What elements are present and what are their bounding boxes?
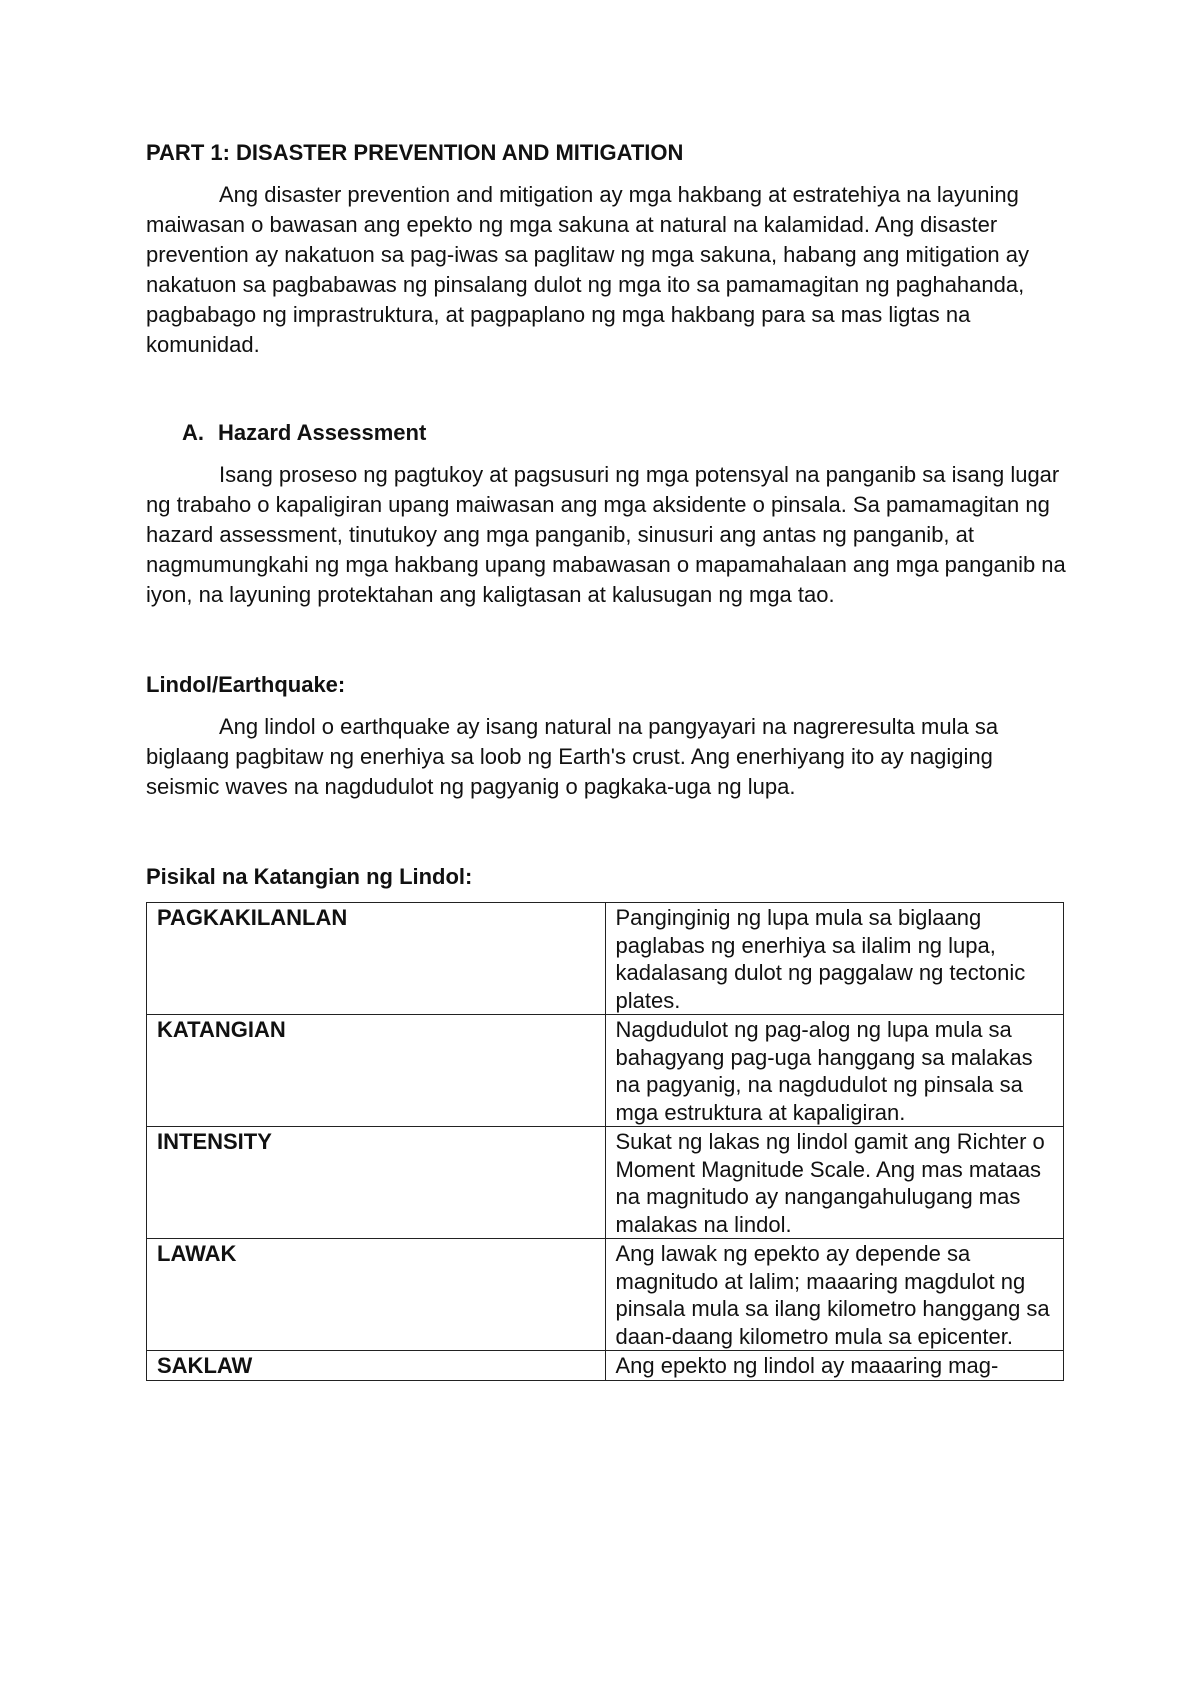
hazard-assessment-paragraph: Isang proseso ng pagtukoy at pagsusuri ng mga potensyal na panganib sa isang lugar ng trabaho o kapaligiran upang maiwasan ang mga aksidente o pinsala. Sa pamamagitan ng hazard assessment, tinutukoy ang mga panganib, sinusuri ang antas ng panganib, at nagmumungkahi ng mga hakbang upang mabawasan o mapamahalaan ang mga panganib na iyon, na layuning protektahan ang kaligtasan at kalusugan ng mga tao. bbox=[146, 462, 1066, 607]
table-cell-key: KATANGIAN bbox=[147, 1015, 606, 1127]
document-page bbox=[146, 140, 1066, 1381]
table-cell-value: Ang epekto ng lindol ay maaaring mag- bbox=[605, 1351, 1064, 1381]
section-a-title: Hazard Assessment bbox=[218, 420, 427, 445]
table-row bbox=[147, 1239, 1064, 1351]
table-cell-value: Ang lawak ng epekto ay depende sa magnitudo at lalim; maaaring magdulot ng pinsala mula sa ilang kilometro hanggang sa daan-daang kilometro mula sa epicenter. bbox=[605, 1239, 1064, 1351]
table-row bbox=[147, 1351, 1064, 1381]
table-cell-key: SAKLAW bbox=[147, 1351, 606, 1381]
lindol-heading: Lindol/Earthquake: bbox=[146, 672, 346, 697]
section-a-heading bbox=[146, 420, 1066, 446]
table-cell-key: PAGKAKILANLAN bbox=[147, 903, 606, 1015]
table-row bbox=[147, 1015, 1064, 1127]
pisikal-heading: Pisikal na Katangian ng Lindol: bbox=[146, 864, 473, 889]
traits-table bbox=[146, 902, 1064, 1381]
table-cell-value: Nagdudulot ng pag-alog ng lupa mula sa bahagyang pag-uga hanggang sa malakas na pagyanig, na nagdudulot ng pinsala sa mga estruktura at kapaligiran. bbox=[605, 1015, 1064, 1127]
table-cell-key: LAWAK bbox=[147, 1239, 606, 1351]
intro-paragraph: Ang disaster prevention and mitigation ay mga hakbang at estratehiya na layuning maiwasan o bawasan ang epekto ng mga sakuna at natural na kalamidad. Ang disaster prevention ay nakatuon sa pag-iwas sa paglitaw ng mga sakuna, habang ang mitigation ay nakatuon sa pagbabawas ng pinsalang dulot ng mga ito sa pamamagitan ng paghahanda, pagbabago ng imprastruktura, at pagpaplano ng mga hakbang para sa mas ligtas na komunidad. bbox=[146, 182, 1030, 357]
lindol-paragraph: Ang lindol o earthquake ay isang natural na pangyayari na nagreresulta mula sa biglaang pagbitaw ng enerhiya sa loob ng Earth's crust. Ang enerhiyang ito ay nagiging seismic waves na nagdudulot ng pagyanig o pagkaka-uga ng lupa. bbox=[146, 714, 999, 799]
table-row bbox=[147, 903, 1064, 1015]
table-cell-key: INTENSITY bbox=[147, 1127, 606, 1239]
table-cell-value: Sukat ng lakas ng lindol gamit ang Richter o Moment Magnitude Scale. Ang mas mataas na magnitudo ay nangangahulugang mas malakas na lindol. bbox=[605, 1127, 1064, 1239]
section-a-letter: A. bbox=[182, 420, 204, 445]
part-title: PART 1: DISASTER PREVENTION AND MITIGATION bbox=[146, 140, 684, 165]
table-row bbox=[147, 1127, 1064, 1239]
table-cell-value: Panginginig ng lupa mula sa biglaang paglabas ng enerhiya sa ilalim ng lupa, kadalasang dulot ng paggalaw ng tectonic plates. bbox=[605, 903, 1064, 1015]
